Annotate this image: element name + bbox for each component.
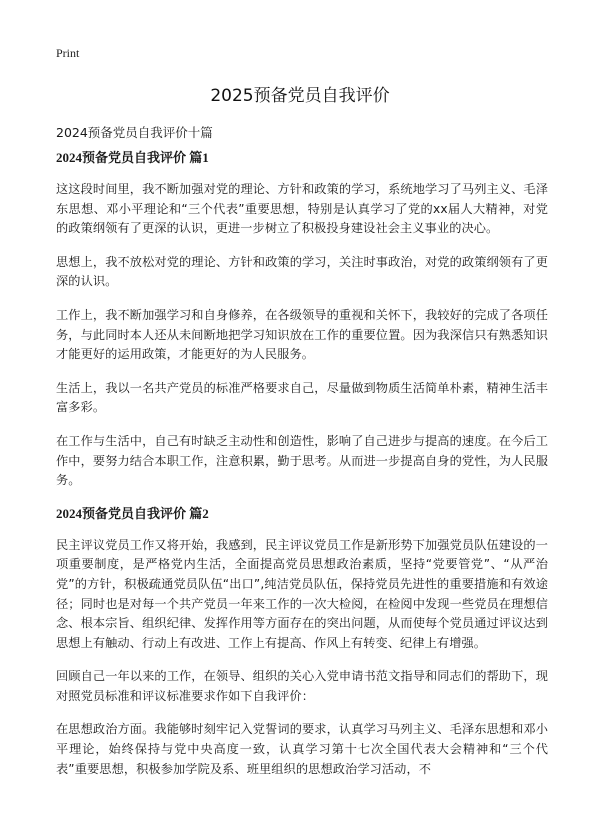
section-heading: 2024预备党员自我评价 篇2 (56, 505, 209, 521)
paragraph: 生活上，我以一名共产党员的标准严格要求自己，尽量做到物质生活简单朴素，精神生活丰富多彩。 (56, 380, 548, 415)
document-title: 2025预备党员自我评价 (210, 86, 390, 106)
paragraph: 这这段时间里，我不断加强对党的理论、方针和政策的学习，系统地学习了马列主义、毛泽东思想、邓小平理论和“三个代表”重要思想，特别是认真学习了党的xx届人大精神，对党的政策纲领有了更深的认识，更进一步树立了积极投身建设社会主义事业的决心。 (56, 182, 548, 236)
paragraph: 回顾自己一年以来的工作，在领导、组织的关心入党申请书范文指导和同志们的帮助下，现对照党员标准和评议标准要求作如下自我评价： (56, 669, 548, 703)
paragraph: 在思想政治方面。我能够时刻牢记入党誓词的要求，认真学习马列主义、毛泽东思想和邓小平理论，始终保持与党中央高度一致，认真学习第十七次全国代表大会精神和“三个代表”重要思想，积极参加学院及系、班里组织的思想政治学习活动，不 (56, 722, 548, 776)
document-content (56, 149, 548, 793)
section-1 (56, 149, 548, 491)
print-label: Print (56, 46, 80, 60)
paragraph: 民主评议党员工作又将开始，我感到，民主评议党员工作是新形势下加强党员队伍建设的一项重要制度，是严格党内生活，全面提高党员思想政治素质，坚持“党要管党”、“从严治党”的方针，积极疏通党员队伍“出口”,纯洁党员队伍，保持党员先进性的重要措施和有效途径；同时也是对每一个共产党员一年来工作的一次大检阅，在检阅中发现一些党员在理想信念、根本宗旨、组织纪律、发挥作用等方面存在的突出问题，从而使每个党员通过评议达到思想上有触动、行动上有改进、工作上有提高、作风上有转变、纪律上有增强。 (56, 537, 548, 650)
section-heading: 2024预备党员自我评价 篇1 (56, 150, 209, 165)
paragraph: 在工作与生活中，自己有时缺乏主动性和创造性，影响了自己进步与提高的速度。在今后工作中，要努力结合本职工作，注意积累，勤于思考。从而进一步提高自身的党性，为人民服务。 (56, 433, 548, 488)
paragraph: 工作上，我不断加强学习和自身修养，在各级领导的重视和关怀下，我较好的完成了各项任务，与此同时本人还从未间断地把学习知识放在工作的重要位置。因为我深信只有熟悉知识才能更好的运用政策，才能更好的为人民服务。 (56, 307, 548, 362)
document-subtitle: 2024预备党员自我评价十篇 (56, 125, 213, 140)
paragraph: 思想上，我不放松对党的理论、方针和政策的学习，关注时事政治，对党的政策纲领有了更深的认识。 (56, 254, 548, 289)
section-2 (56, 505, 548, 780)
